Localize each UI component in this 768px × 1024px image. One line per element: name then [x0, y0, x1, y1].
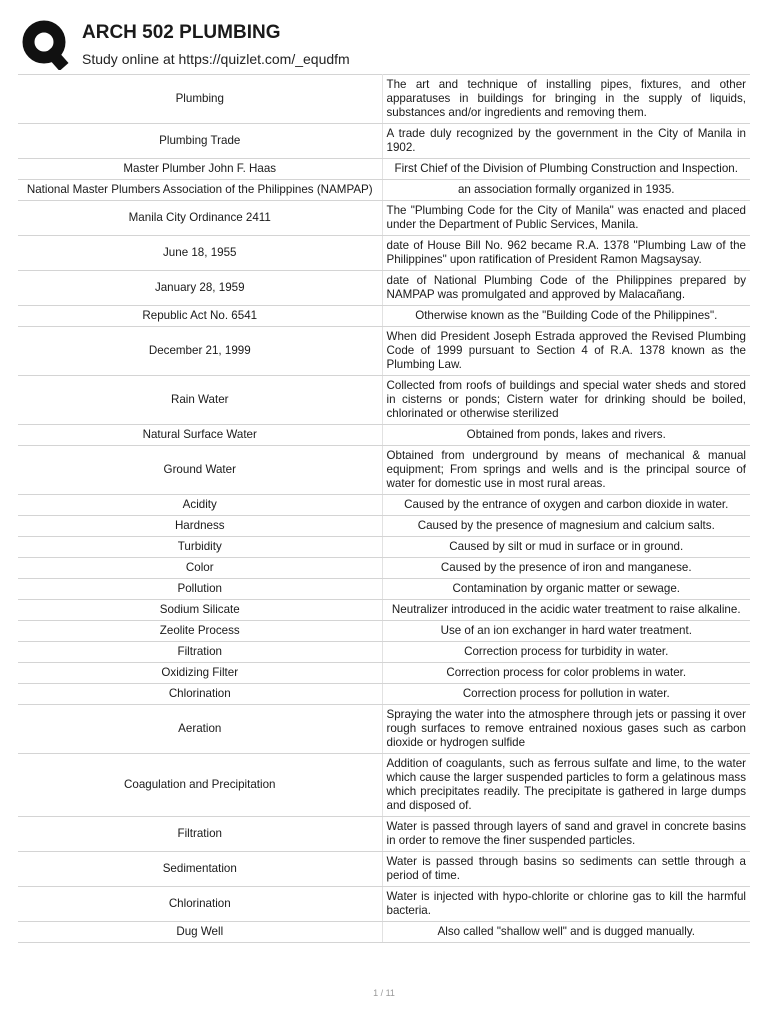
definition-text: Water is injected with hypo-chlorite or chlorine gas to kill the harmful bacteria.: [386, 890, 746, 917]
definition-text: Correction process for color problems in water.: [446, 666, 687, 679]
definition-cell: [382, 446, 750, 495]
term-cell: Manila City Ordinance 2411: [18, 201, 382, 236]
definition-cell: [382, 537, 750, 558]
definition-text: Collected from roofs of buildings and special water sheds and stored in cisterns or ponds; Cistern water for drinking should be boiled, chlorinated or otherwise sterilized: [386, 379, 746, 420]
table-row: [18, 684, 750, 705]
table-row: [18, 75, 750, 124]
definition-cell: [382, 817, 750, 852]
definition-cell: [382, 852, 750, 887]
definition-text: an association formally organized in 1935.: [457, 183, 675, 196]
definition-cell: [382, 705, 750, 754]
definition-cell: [382, 306, 750, 327]
table-row: [18, 852, 750, 887]
term-cell: Master Plumber John F. Haas: [18, 159, 382, 180]
table-row: [18, 306, 750, 327]
definition-text: Correction process for pollution in water.: [462, 687, 670, 700]
definition-text: Neutralizer introduced in the acidic water treatment to raise alkaline.: [391, 603, 741, 616]
table-row: [18, 537, 750, 558]
quizlet-logo-icon: [22, 20, 70, 70]
definition-text: Caused by silt or mud in surface or in ground.: [449, 540, 684, 553]
definition-text: Spraying the water into the atmosphere through jets or passing it over rough surfaces to remove entrained noxious gases such as carbon dioxide or hydrogen sulfide: [386, 708, 746, 749]
definition-cell: [382, 642, 750, 663]
study-link-text: Study online at https://quizlet.com/_equdfm: [82, 51, 350, 67]
table-row: [18, 817, 750, 852]
table-row: [18, 516, 750, 537]
definition-text: date of National Plumbing Code of the Philippines prepared by NAMPAP was promulgated and approved by Malacañang.: [386, 274, 746, 301]
term-cell: June 18, 1955: [18, 236, 382, 271]
definition-cell: [382, 327, 750, 376]
definition-cell: [382, 425, 750, 446]
definition-text: Correction process for turbidity in water.: [464, 645, 669, 658]
definition-text: Caused by the entrance of oxygen and carbon dioxide in water.: [404, 498, 729, 511]
term-cell: December 21, 1999: [18, 327, 382, 376]
definition-text: Caused by the presence of magnesium and calcium salts.: [417, 519, 715, 532]
definition-text: Obtained from ponds, lakes and rivers.: [466, 428, 666, 441]
term-cell: Chlorination: [18, 684, 382, 705]
term-cell: Zeolite Process: [18, 621, 382, 642]
table-row: [18, 180, 750, 201]
flashcard-table-container: [18, 74, 750, 943]
definition-cell: [382, 922, 750, 943]
table-row: [18, 663, 750, 684]
definition-cell: [382, 376, 750, 425]
definition-text: The art and technique of installing pipes, fixtures, and other apparatuses in buildings for bringing in the supply of liquids, substances and/or ingredients and removing them.: [386, 78, 746, 119]
table-row: [18, 558, 750, 579]
definition-text: Water is passed through layers of sand and gravel in concrete basins in order to remove the finer suspended particles.: [386, 820, 746, 847]
definition-text: First Chief of the Division of Plumbing Construction and Inspection.: [394, 162, 738, 175]
definition-cell: [382, 236, 750, 271]
table-row: [18, 579, 750, 600]
term-cell: January 28, 1959: [18, 271, 382, 306]
term-cell: Filtration: [18, 817, 382, 852]
definition-cell: [382, 600, 750, 621]
term-cell: National Master Plumbers Association of the Philippines (NAMPAP): [18, 180, 382, 201]
term-cell: Hardness: [18, 516, 382, 537]
table-row: [18, 159, 750, 180]
definition-text: Otherwise known as the "Building Code of the Philippines".: [415, 309, 718, 322]
table-row: [18, 201, 750, 236]
term-cell: Natural Surface Water: [18, 425, 382, 446]
definition-text: Addition of coagulants, such as ferrous sulfate and lime, to the water which cause the larger suspended particles to form a gelatinous mass which precipitates readily. The precipitate is gathered in large dumps and disposed of.: [386, 757, 746, 812]
term-cell: Coagulation and Precipitation: [18, 754, 382, 817]
definition-text: Water is passed through basins so sediments can settle through a period of time.: [386, 855, 746, 882]
definition-cell: [382, 159, 750, 180]
term-cell: Plumbing: [18, 75, 382, 124]
definition-cell: [382, 887, 750, 922]
definition-cell: [382, 754, 750, 817]
definition-cell: [382, 558, 750, 579]
term-cell: Rain Water: [18, 376, 382, 425]
definition-cell: [382, 495, 750, 516]
definition-cell: [382, 75, 750, 124]
term-cell: Acidity: [18, 495, 382, 516]
table-row: [18, 887, 750, 922]
document-header: [22, 20, 762, 72]
definition-text: Contamination by organic matter or sewage.: [452, 582, 680, 595]
definition-text: The "Plumbing Code for the City of Manila" was enacted and placed under the Department of Public Services, Manila.: [386, 204, 746, 231]
term-cell: Sodium Silicate: [18, 600, 382, 621]
page-title: ARCH 502 PLUMBING: [82, 22, 281, 43]
table-row: [18, 621, 750, 642]
term-cell: Ground Water: [18, 446, 382, 495]
definition-text: Use of an ion exchanger in hard water treatment.: [440, 624, 692, 637]
table-row: [18, 446, 750, 495]
definition-cell: [382, 621, 750, 642]
definition-text: Also called "shallow well" and is dugged manually.: [437, 925, 695, 938]
term-cell: Sedimentation: [18, 852, 382, 887]
term-cell: Color: [18, 558, 382, 579]
definition-cell: [382, 579, 750, 600]
flashcard-table-body: [18, 75, 750, 943]
definition-cell: [382, 663, 750, 684]
term-cell: Pollution: [18, 579, 382, 600]
term-cell: Turbidity: [18, 537, 382, 558]
term-cell: Filtration: [18, 642, 382, 663]
term-cell: Oxidizing Filter: [18, 663, 382, 684]
term-cell: Aeration: [18, 705, 382, 754]
definition-cell: [382, 516, 750, 537]
term-cell: Plumbing Trade: [18, 124, 382, 159]
term-cell: Republic Act No. 6541: [18, 306, 382, 327]
table-row: [18, 705, 750, 754]
table-row: [18, 600, 750, 621]
table-row: [18, 271, 750, 306]
term-cell: Dug Well: [18, 922, 382, 943]
flashcard-table: [18, 74, 750, 943]
table-row: [18, 124, 750, 159]
definition-text: A trade duly recognized by the government in the City of Manila in 1902.: [386, 127, 746, 154]
definition-cell: [382, 201, 750, 236]
table-row: [18, 376, 750, 425]
table-row: [18, 642, 750, 663]
table-row: [18, 495, 750, 516]
definition-text: date of House Bill No. 962 became R.A. 1378 "Plumbing Law of the Philippines" upon ratification of President Ramon Magsaysay.: [386, 239, 746, 266]
definition-cell: [382, 124, 750, 159]
table-row: [18, 327, 750, 376]
term-cell: Chlorination: [18, 887, 382, 922]
table-row: [18, 236, 750, 271]
table-row: [18, 922, 750, 943]
page-number: 1 / 11: [373, 988, 395, 998]
definition-cell: [382, 180, 750, 201]
table-row: [18, 425, 750, 446]
definition-text: When did President Joseph Estrada approved the Revised Plumbing Code of 1999 pursuant to Section 4 of R.A. 1378 known as the Plumbing Law.: [386, 330, 746, 371]
definition-text: Caused by the presence of iron and manganese.: [440, 561, 692, 574]
table-row: [18, 754, 750, 817]
definition-cell: [382, 271, 750, 306]
definition-text: Obtained from underground by means of mechanical & manual equipment; From springs and wells and is the principal source of water for domestic use in most rural areas.: [386, 449, 746, 490]
definition-cell: [382, 684, 750, 705]
